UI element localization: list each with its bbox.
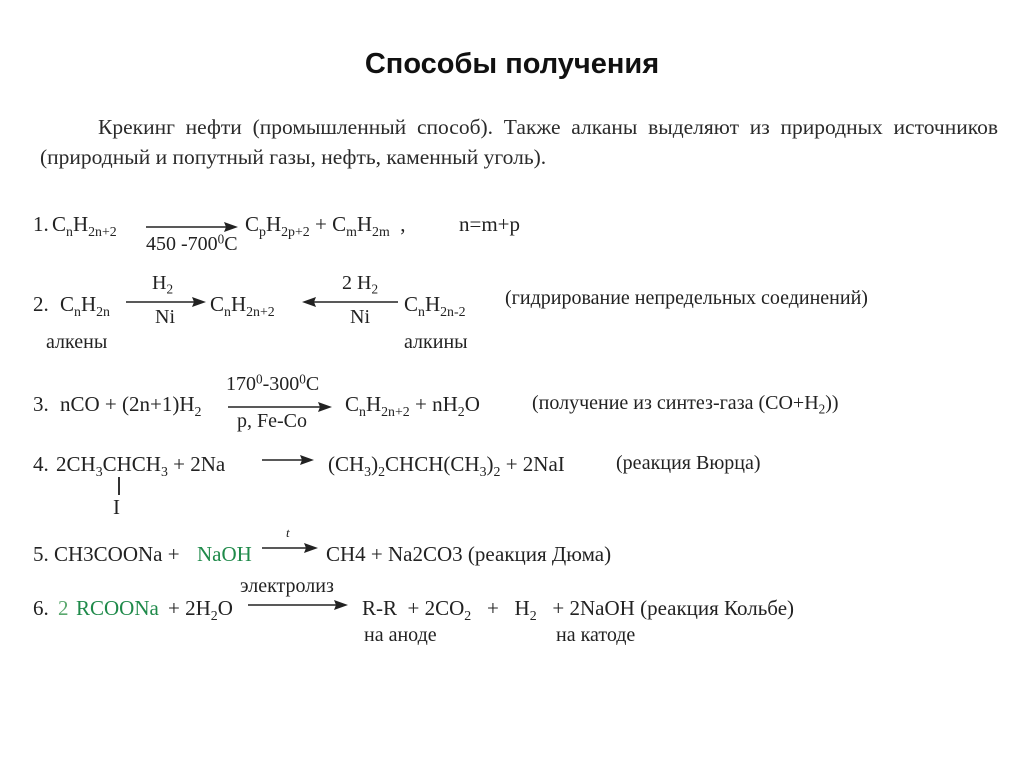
catalyst-ni: Ni xyxy=(350,306,370,328)
reaction-arrow xyxy=(262,543,318,553)
catalyst-ni: Ni xyxy=(155,306,175,328)
reaction-comment: (получение из синтез-газа $(CO+H_2)$) xyxy=(532,392,839,417)
alkane-formula: $C_nH_{2n+2}$ xyxy=(210,292,275,319)
coefficient: 2 xyxy=(58,596,69,620)
reactant-2: NaOH xyxy=(197,542,252,566)
reaction-number: 6. xyxy=(33,596,49,620)
cathode-label: на катоде xyxy=(556,624,636,646)
alkene-formula: $C_nH_{2n}$ xyxy=(60,292,110,319)
reaction-arrow xyxy=(248,600,348,610)
anode-label: на аноде xyxy=(364,624,437,646)
reaction-number: 2. xyxy=(33,292,49,316)
reaction-condition: 450 $-700^0C$ xyxy=(146,231,238,255)
reaction-arrow xyxy=(262,455,314,465)
reaction-condition-top: $170^0-300^0C$ xyxy=(226,371,320,395)
salt: RCOONa xyxy=(76,596,159,620)
reaction-condition: t xyxy=(286,525,290,540)
reaction-comment: (гидрирование непредельных соединений) xyxy=(505,287,868,309)
products: CH4 + Na2CO3 (реакция Дюма) xyxy=(326,542,612,566)
reaction-number: 4. xyxy=(33,452,49,476)
products: $C_pH_{2p+2} + C_mH_{2m}$ , xyxy=(245,212,406,239)
reaction-number: 1. xyxy=(33,212,49,236)
bond-line xyxy=(118,477,120,495)
alkyne-formula: $C_nH_{2n-2}$ xyxy=(404,292,466,319)
products: $C_nH_{2n+2} + nH_2O$ xyxy=(345,392,480,419)
page-title: Способы получения xyxy=(364,48,660,80)
products: $(CH_3)_2CHCH(CH_3)_2 + 2NaI$ xyxy=(328,452,565,479)
reaction-number: 3. xyxy=(33,392,49,416)
reaction-number: 5. xyxy=(33,542,49,566)
iodine-substituent: I xyxy=(113,495,120,519)
reaction-comment: (реакция Вюрца) xyxy=(616,452,761,474)
reactant: $C_nH_{2n+2}$ xyxy=(52,212,117,239)
reagent-2h2: 2 $H_2$ xyxy=(342,272,379,297)
relation: n=m+p xyxy=(459,212,521,236)
reaction-condition: электролиз xyxy=(240,575,334,597)
reactant-1: CH3COONa + xyxy=(54,542,180,566)
alkene-label: алкены xyxy=(46,331,108,353)
reactants: nCO + $(2n+1)H_2$ xyxy=(60,392,202,419)
alkyne-label: алкины xyxy=(404,331,468,353)
reactant-water: + $2H_2O$ xyxy=(168,596,233,623)
intro-paragraph: Крекинг нефти (промышленный способ). Также алканы выделяют из природных источников (природный и попутный газы, нефть, каменный уголь). xyxy=(40,115,998,169)
reagent-h2: $H_2$ xyxy=(152,272,174,297)
reactants: $2CH_3CHCH_3 + 2Na$ xyxy=(56,452,226,479)
reaction-condition-bottom: p, Fe-Co xyxy=(237,410,307,432)
products: $R-R + 2CO_2 + H_2$ + 2NaOH (реакция Кольбе) xyxy=(362,596,795,623)
